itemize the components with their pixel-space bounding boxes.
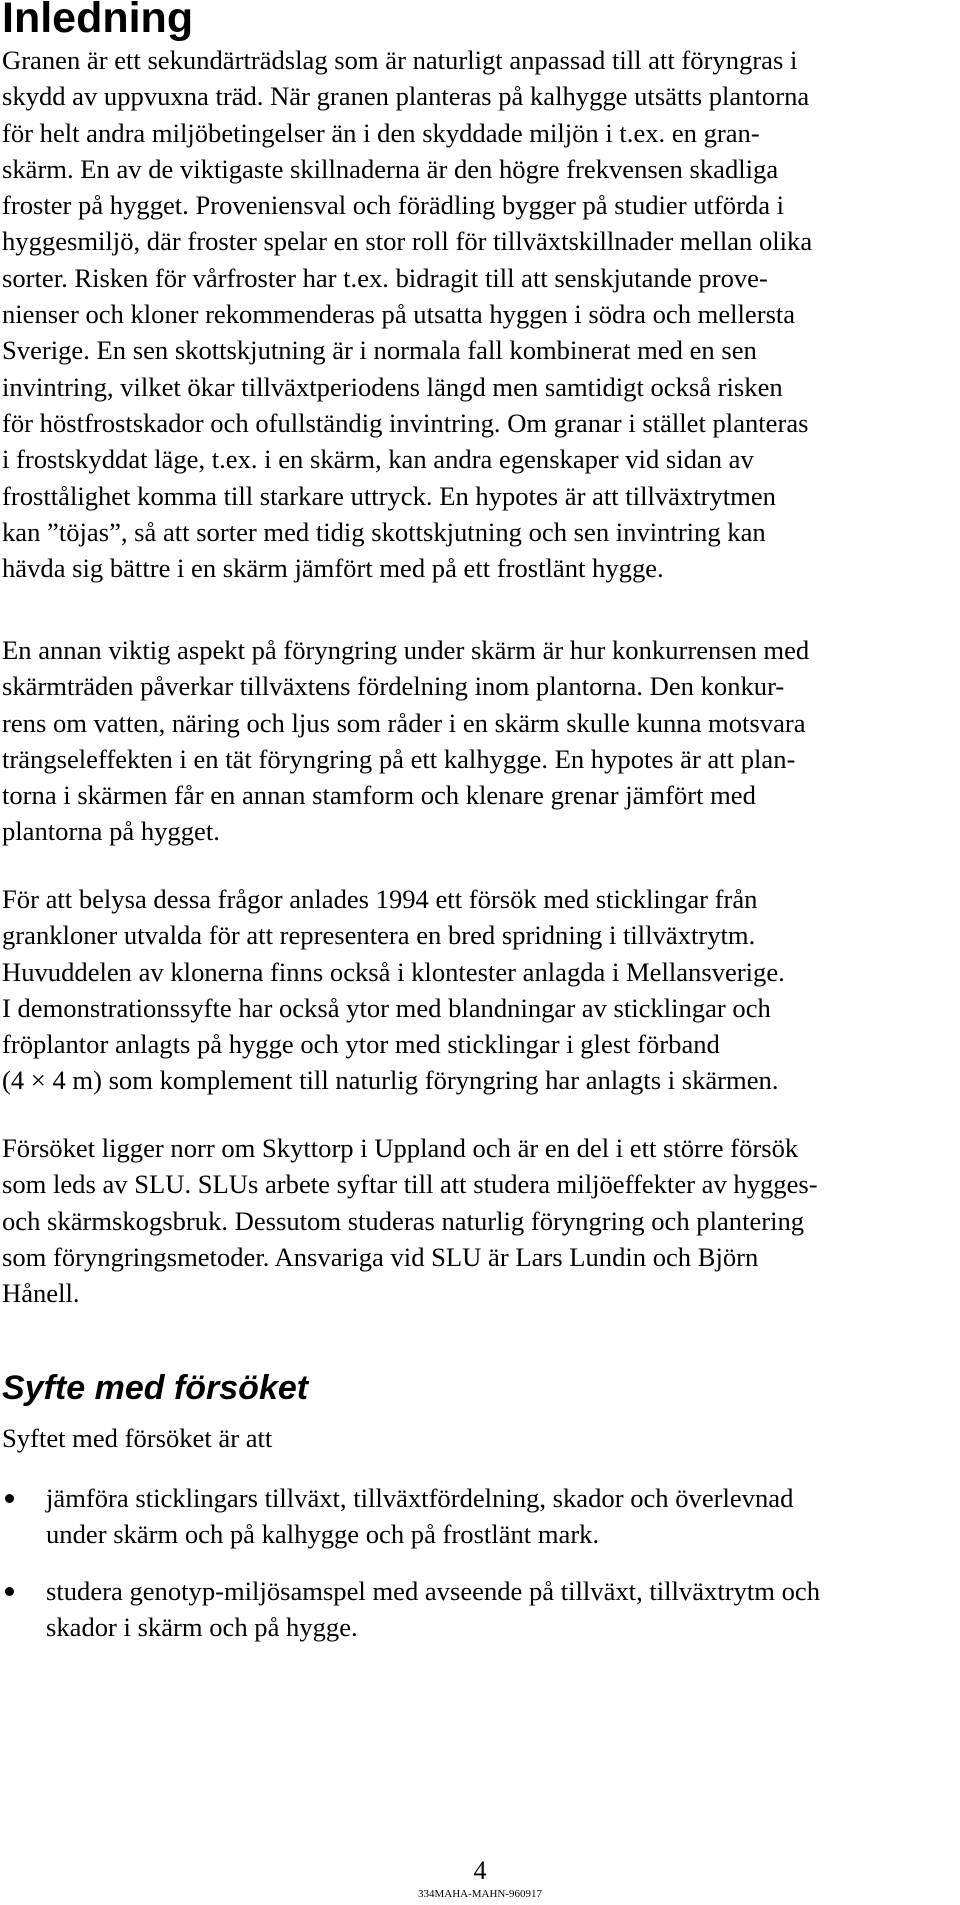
section-heading-syfte: Syfte med försöket bbox=[2, 1369, 309, 1407]
paragraph-4 bbox=[2, 1130, 952, 1311]
text-line: skärmträden påverkar tillväxtens fördelning inom plantorna. Den konkur- bbox=[2, 671, 785, 702]
list-item-text bbox=[46, 1573, 960, 1646]
text-line: (4 × 4 m) som komplement till naturlig föryngring har anlagts i skärmen. bbox=[2, 1065, 779, 1096]
paragraph-3 bbox=[2, 881, 952, 1099]
text-line: invintring, vilket ökar tillväxtperiodens längd men samtidigt också risken bbox=[2, 371, 783, 402]
list-item bbox=[0, 1573, 960, 1646]
text-line: fröplantor anlagts på hygge och ytor med sticklingar i glest förband bbox=[2, 1029, 720, 1060]
text-line: sorter. Risken för vårfroster har t.ex. bidragit till att senskjutande prove- bbox=[2, 262, 768, 293]
text-line: för helt andra miljöbetingelser än i den skyddade miljön i t.ex. en gran- bbox=[2, 117, 760, 148]
text-line: hyggesmiljö, där froster spelar en stor roll för tillväxtskillnader mellan olika bbox=[2, 226, 813, 257]
purpose-intro bbox=[2, 1420, 952, 1456]
text-line: som föryngringsmetoder. Ansvariga vid SLU är Lars Lundin och Björn bbox=[2, 1241, 759, 1272]
section-heading-inledning: Inledning bbox=[2, 0, 194, 42]
text-line: I demonstrationssyfte har också ytor med blandningar av sticklingar och bbox=[2, 992, 771, 1023]
text-line: nienser och kloner rekommenderas på utsatta hyggen i södra och mellersta bbox=[2, 299, 796, 330]
text-line: skydd av uppvuxna träd. När granen planteras på kalhygge utsätts plantorna bbox=[2, 81, 810, 112]
text-line: frosttålighet komma till starkare uttryck. En hypotes är att tillväxtrytmen bbox=[2, 480, 776, 511]
text-line: rens om vatten, näring och ljus som råder i en skärm skulle kunna motsvara bbox=[2, 707, 806, 738]
text-line: Syftet med försöket är att bbox=[2, 1423, 273, 1453]
text-line: hävda sig bättre i en skärm jämfört med på ett frostlänt hygge. bbox=[2, 553, 664, 584]
text-line: som leds av SLU. SLUs arbete syftar till att studera miljöeffekter av hygges- bbox=[2, 1169, 818, 1200]
text-line: jämföra sticklingars tillväxt, tillväxtfördelning, skador och överlevnad bbox=[46, 1483, 794, 1513]
text-line: skador i skärm och på hygge. bbox=[46, 1611, 358, 1642]
text-line: torna i skärmen får en annan stamform och klenare grenar jämfört med bbox=[2, 780, 756, 811]
text-line: skärm. En av de viktigaste skillnaderna är den högre frekvensen skadliga bbox=[2, 153, 779, 184]
text-line: grankloner utvalda för att representera en bred spridning i tillväxtrytm. bbox=[2, 920, 756, 951]
text-line: froster på hygget. Proveniensval och förädling bygger på studier utförda i bbox=[2, 190, 785, 221]
text-line: Sverige. En sen skottskjutning är i normala fall kombinerat med en sen bbox=[2, 335, 757, 366]
bullet-icon bbox=[5, 1587, 14, 1596]
text-line: under skärm och på kalhygge och på frostlänt mark. bbox=[46, 1519, 600, 1550]
bullet-icon bbox=[5, 1494, 14, 1503]
text-line: En annan viktig aspekt på föryngring under skärm är hur konkurrensen med bbox=[2, 635, 810, 665]
text-line: studera genotyp-miljösamspel med avseende på tillväxt, tillväxtrytm och bbox=[46, 1575, 820, 1606]
text-line: För att belysa dessa frågor anlades 1994 ett försök med sticklingar från bbox=[2, 884, 758, 914]
list-item bbox=[0, 1480, 960, 1553]
text-line: och skärmskogsbruk. Dessutom studeras naturlig föryngring och plantering bbox=[2, 1205, 805, 1236]
text-line: i frostskyddat läge, t.ex. i en skärm, kan andra egenskaper vid sidan av bbox=[2, 444, 754, 475]
paragraph-1 bbox=[2, 42, 952, 586]
list-item-text bbox=[46, 1480, 960, 1553]
purpose-bullet-list bbox=[0, 1480, 960, 1665]
text-line: Hånell. bbox=[2, 1278, 80, 1309]
text-line: kan ”töjas”, så att sorter med tidig skottskjutning och sen invintring kan bbox=[2, 516, 766, 547]
page-number: 4 bbox=[473, 1856, 487, 1885]
text-line: Huvuddelen av klonerna finns också i klontester anlagda i Mellansverige. bbox=[2, 956, 785, 987]
document-id: 334MAHA-MAHN-960917 bbox=[417, 1888, 543, 1900]
text-line: Försöket ligger norr om Skyttorp i Uppland och är en del i ett större försök bbox=[2, 1133, 799, 1163]
text-line: för höstfrostskador och ofullständig invintring. Om granar i stället planteras bbox=[2, 407, 809, 438]
text-line: Granen är ett sekundärträdslag som är naturligt anpassad till att föryngras i bbox=[2, 45, 798, 75]
text-line: trängseleffekten i en tät föryngring på ett kalhygge. En hypotes är att plan- bbox=[2, 743, 796, 774]
text-line: plantorna på hygget. bbox=[2, 816, 220, 847]
paragraph-2 bbox=[2, 632, 952, 850]
